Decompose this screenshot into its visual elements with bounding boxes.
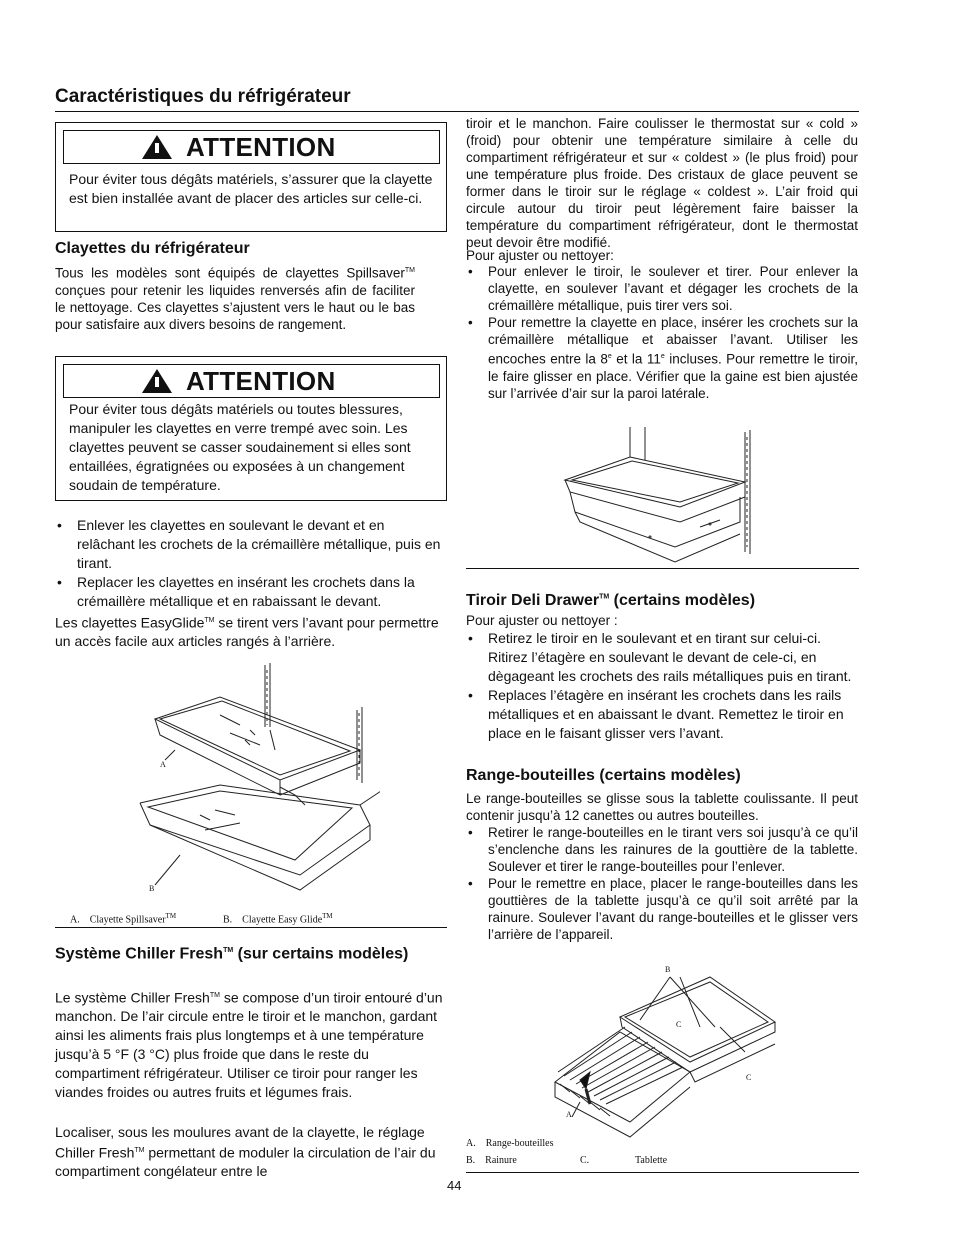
attention-header [63, 130, 440, 164]
section-heading-chiller: Système Chiller Fresh™ (sur certains modèles) [55, 945, 409, 963]
chiller-paragraph-1: Le système Chiller Fresh™ se compose d’un tiroir entouré d’un manchon. De l’air circule entre le tiroir et le manchon, gardant ainsi les aliments frais plus longtemps et à une température jusqu’à 5 °F (3 °C) plus froide que dans le reste du compartiment réfrigérateur. Utiliser ce tiroir pour ranger les viandes froides ou autres fruits et légumes frais. [55, 989, 443, 1100]
warning-icon [142, 369, 172, 393]
list-item: • Pour le remettre en place, placer le range-bouteilles dans les gouttières de la tablette jusqu’à ce qu’il soit arrêté par la rainure. Soulever l’avant du range-bouteilles et le glisser vers l’arrière de l’appareil. [466, 875, 858, 943]
figure-caption-b: B. Rainure [466, 1155, 517, 1166]
adjust-label: Pour ajuster ou nettoyer: [466, 248, 614, 263]
attention-text: Pour éviter tous dégâts matériels, s’assurer que la clayette est bien installée avant de placer des articles sur celle-ci. [69, 171, 433, 206]
section-rule [55, 927, 447, 928]
attention-box-1 [55, 122, 447, 232]
attention-header [63, 364, 440, 398]
attention-box-2 [55, 356, 447, 501]
attention-text: Pour éviter tous dégâts matériels ou toutes blessures, manipuler les clayettes en verre trempé avec soin. Les clayettes peuvent se casser soudainement si elles sont entaillées, égratignées ou exposées à un changement soudain de température. [69, 401, 411, 493]
figure-caption-a: A. Range-bouteilles [466, 1138, 554, 1149]
deli-bullet-list [466, 629, 858, 743]
figure-caption-b: B. Clayette Easy Glide™ [223, 912, 333, 926]
section-heading-deli: Tiroir Deli Drawer™ (certains modèles) [466, 592, 756, 609]
section-rule [466, 1172, 859, 1173]
figure-label-b: B [149, 884, 155, 893]
list-item: • Retirer le range-bouteilles en le tirant vers soi jusqu’à ce qu’il s’enclenche dans les rainures de la gouttière de la tablette. Soulever et tirer le range-bouteilles pour l’enlever. [466, 824, 858, 875]
list-item: • Replaces l’étagère en insérant les crochets dans les rails métalliques et en abaissant le dvant. Remettez le tiroir en place en le faisant glisser vers l’avant. [466, 686, 858, 742]
list-item: • Pour remettre la clayette en place, insérer les crochets sur la crémaillère métallique et abaisser l’avant. Utiliser les encoches entre la 8e et la 11e incluses. Pour remettre le tiroir, le faire glisser en place. Vérifier que la gaine est bien ajustée sur l’arrivée d’air sur la paroi latérale. [466, 314, 858, 402]
attention-label: ATTENTION [186, 365, 336, 396]
figure-caption-a: A. Clayette Spillsaver™ [70, 912, 177, 926]
list-item: • Enlever les clayettes en soulevant le devant et en relâchant les crochets de la crémaillère métallique, puis en tirant. [55, 516, 445, 572]
figure-caption-c: C. [580, 1155, 590, 1166]
section-rule [466, 568, 859, 569]
figure-label-a: A [566, 1110, 572, 1119]
bottle-rack-illustration [550, 972, 780, 1142]
figure-caption-c-text: Tablette [635, 1155, 668, 1166]
clayettes-paragraph: Tous les modèles sont équipés de clayettes Spillsaver™ conçues pour retenir les liquides renversés afin de faciliter le nettoyage. Ces clayettes s’ajustent vers le haut ou le bas pour satisfaire aux divers besoins de rangement. [55, 265, 415, 332]
easyglide-paragraph: Les clayettes EasyGlide™ se tirent vers l’avant pour permettre un accès facile aux articles rangés à l’arrière. [55, 614, 439, 650]
attention-label: ATTENTION [186, 131, 336, 162]
chiller-paragraph-2: Localiser, sous les moulures avant de la clayette, le réglage Chiller Fresh™ permettant de moduler la circulation de l’air du compartiment congélateur entre le [55, 1124, 436, 1180]
chiller-continued-paragraph: tiroir et le manchon. Faire coulisser le thermostat sur « cold » (froid) pour obtenir une température similaire à celle du compartiment réfrigérateur et sur « coldest » (le plus froid) pour une température plus froide. Des cristaux de glace peuvent se former dans le tiroir sur le réglage « coldest ». L’air froid qui circule autour du tiroir peut légèrement faire baisser la température du compartiment réfrigérateur, dont le thermostat peut devoir être modifié. [466, 116, 858, 250]
figure-label-a: A [160, 760, 166, 769]
figure-label-c: C [746, 1073, 752, 1082]
figure-label-c: C [676, 1020, 682, 1029]
list-item: • Retirez le tiroir en le soulevant et en tirant sur celui-ci. Ritirez l’étagère en soulevant le devant de cele-ci, en dègageant les crochets des rails métalliques puis en tirant. [466, 629, 858, 685]
warning-icon [142, 135, 172, 159]
section-heading-range: Range-bouteilles (certains modèles) [466, 767, 741, 784]
page-title: Caractéristiques du réfrigérateur [55, 86, 351, 107]
list-item: • Replacer les clayettes en insérant les crochets dans la crémaillère métallique et en rabaissant le devant. [55, 573, 445, 611]
chiller-drawer-illustration [560, 422, 770, 567]
section-heading-clayettes: Clayettes du réfrigérateur [55, 240, 250, 257]
range-bullet-list [466, 824, 858, 943]
clayettes-bullet-list [55, 516, 445, 611]
deli-adjust-label: Pour ajuster ou nettoyer : [466, 613, 618, 628]
figure-label-b: B [665, 965, 671, 974]
page-number: 44 [447, 1178, 462, 1193]
range-paragraph: Le range-bouteilles se glisse sous la tablette coulissante. Il peut contenir jusqu’à 12 canettes ou autres bouteilles. [466, 791, 858, 823]
title-rule [55, 111, 859, 112]
chiller-bullet-list [466, 263, 858, 402]
shelves-illustration [120, 655, 380, 900]
list-item: • Pour enlever le tiroir, le soulever et tirer. Pour enlever la clayette, en soulever l’avant et dégager les crochets de la crémaillère métallique, puis tirer vers soi. [466, 263, 858, 314]
